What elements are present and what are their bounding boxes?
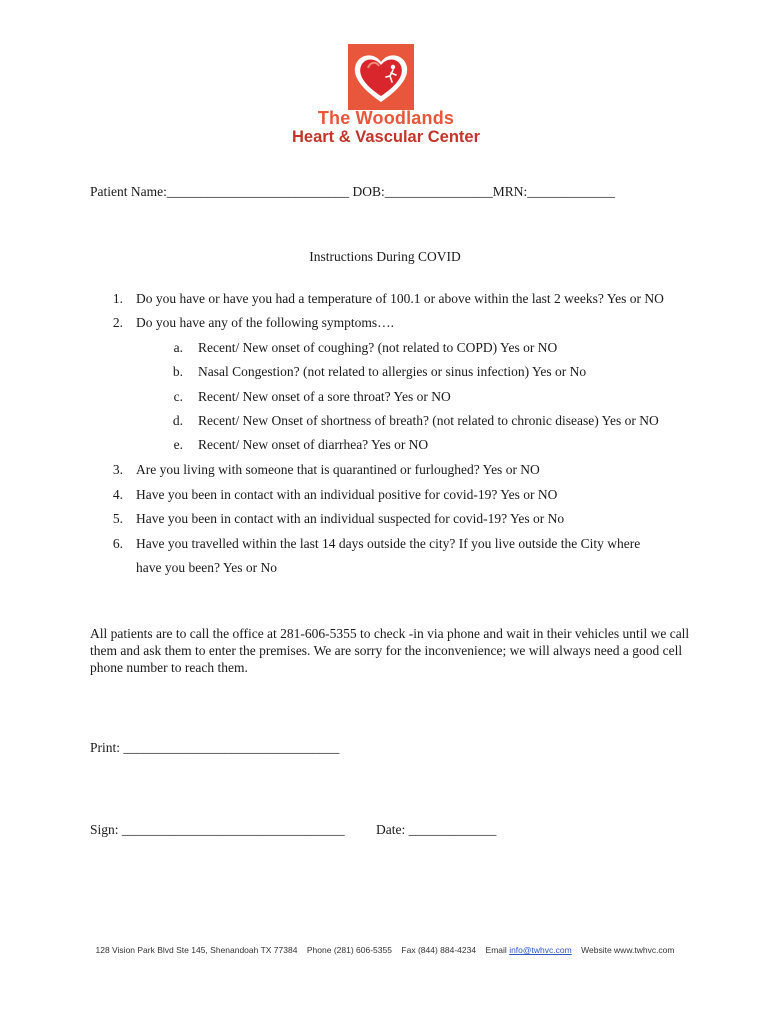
sign-field[interactable]: _________________________________ <box>121 822 345 837</box>
print-row <box>90 740 339 756</box>
question-text-continued: have you been? Yes or No <box>136 560 277 575</box>
clinic-logo <box>276 44 496 154</box>
patient-info-row <box>90 184 615 200</box>
question-text: Have you travelled within the last 14 days outside the city? If you live outside the City where <box>136 536 641 551</box>
patient-name-field[interactable]: ___________________________ <box>166 184 350 199</box>
symptom-letter: a. <box>173 340 183 355</box>
symptom-text: Nasal Congestion? (not related to allergies or sinus infection) Yes or No <box>198 364 587 379</box>
symptom-text: Recent/ New onset of diarrhea? Yes or NO <box>198 437 429 452</box>
date-field[interactable]: _____________ <box>408 822 497 837</box>
date-row <box>376 822 496 838</box>
footer-fax: Fax (844) 884-4234 <box>401 945 477 955</box>
question-number: 5. <box>112 511 123 526</box>
question-text: Have you been in contact with an individual positive for covid-19? Yes or NO <box>136 487 558 502</box>
logo-title: The Woodlands <box>317 108 455 128</box>
mrn-label: MRN: <box>492 184 528 199</box>
dob-label: DOB: <box>352 184 385 199</box>
print-field[interactable]: ________________________________ <box>123 740 340 755</box>
logo-subtitle: Heart & Vascular Center <box>291 128 480 146</box>
footer-phone: Phone (281) 606-5355 <box>306 945 392 955</box>
symptom-letter: c. <box>173 389 183 404</box>
sign-row <box>90 822 345 838</box>
symptom-text: Recent/ New Onset of shortness of breath? (not related to chronic disease) Yes or NO <box>198 413 659 428</box>
patient-name-label: Patient Name: <box>90 184 167 199</box>
question-text: Are you living with someone that is quarantined or furloughed? Yes or NO <box>136 462 540 477</box>
footer-email-label: Email <box>485 945 507 955</box>
question-text: Do you have any of the following symptoms…. <box>136 315 394 330</box>
footer-address: 128 Vision Park Blvd Ste 145, Shenandoah TX 77384 <box>95 945 298 955</box>
footer-email-link[interactable]: info@twhvc.com <box>509 945 572 955</box>
question-number: 1. <box>112 291 123 306</box>
question-number: 2. <box>112 315 123 330</box>
print-label: Print: <box>90 740 121 755</box>
question-text: Have you been in contact with an individual suspected for covid-19? Yes or No <box>136 511 565 526</box>
symptom-text: Recent/ New onset of a sore throat? Yes or NO <box>198 389 451 404</box>
date-label: Date: <box>376 822 406 837</box>
symptom-letter: b. <box>172 364 183 379</box>
question-number: 6. <box>112 536 123 551</box>
heart-logo-icon <box>348 44 414 110</box>
question-text: Do you have or have you had a temperature of 100.1 or above within the last 2 weeks? Yes or NO <box>136 291 664 306</box>
sign-label: Sign: <box>90 822 119 837</box>
symptom-text: Recent/ New onset of coughing? (not related to COPD) Yes or NO <box>198 340 558 355</box>
symptom-letter: e. <box>173 437 183 452</box>
instructions-paragraph: All patients are to call the office at 281-606-5355 to check -in via phone and wait in their vehicles until we call them and ask them to enter the premises. We are sorry for the inconvenience; we will always need a good cell phone number to reach them. <box>90 626 690 675</box>
symptom-letter: d. <box>172 413 183 428</box>
mrn-field[interactable]: _____________ <box>527 184 616 199</box>
footer-contact <box>0 945 770 955</box>
question-number: 3. <box>112 462 123 477</box>
question-number: 4. <box>112 487 123 502</box>
page-title: Instructions During COVID <box>309 249 461 264</box>
footer-website: Website www.twhvc.com <box>581 945 675 955</box>
dob-field[interactable]: ________________ <box>384 184 493 199</box>
